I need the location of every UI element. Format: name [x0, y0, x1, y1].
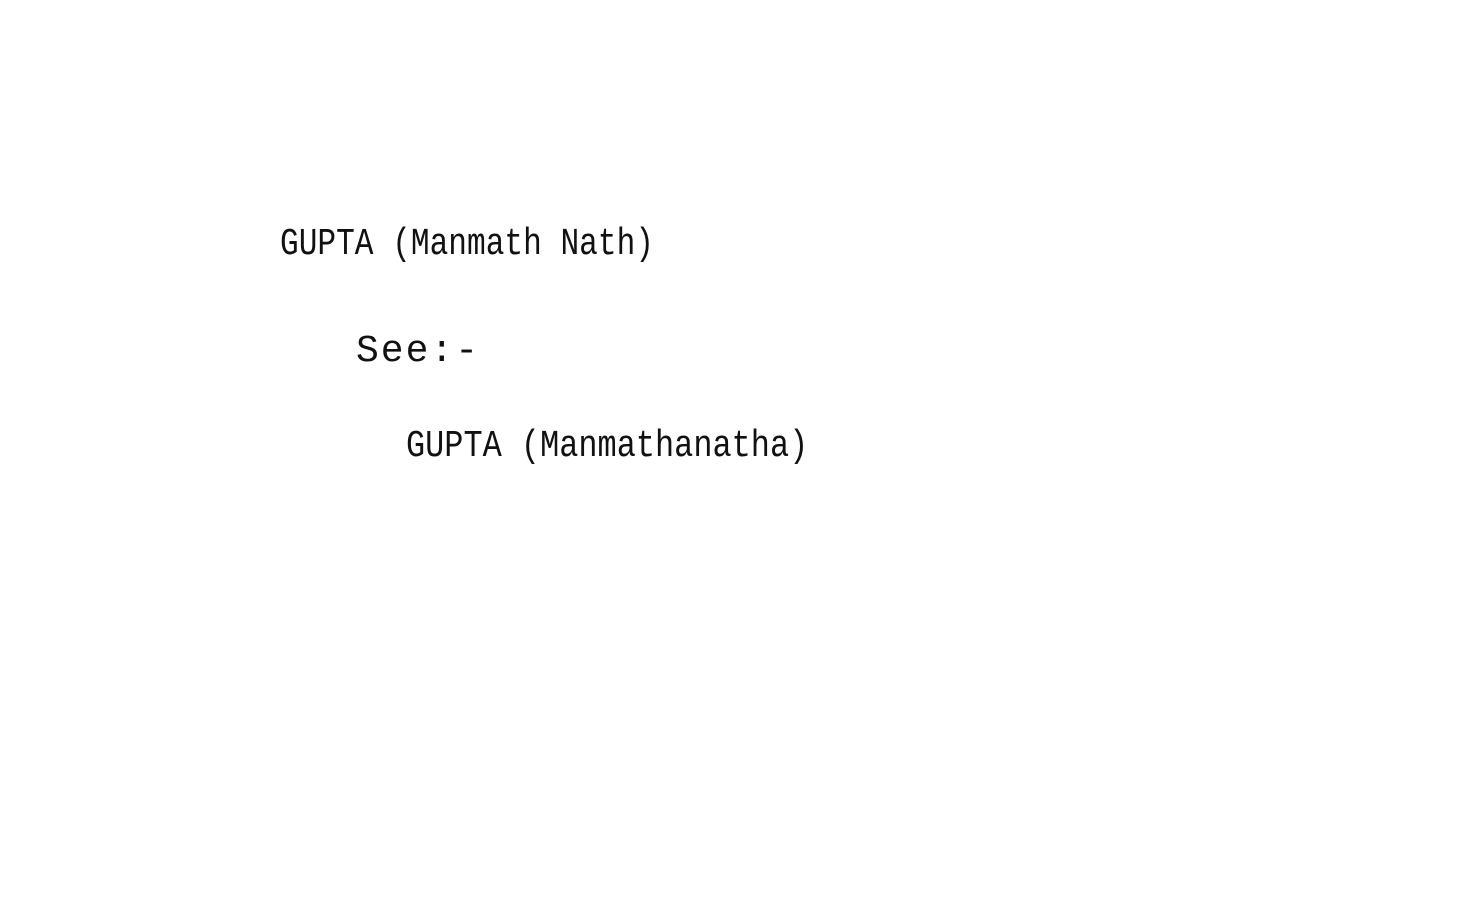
entry-heading: GUPTA (Manmath Nath) [280, 223, 654, 266]
see-reference-label: See:- [356, 330, 481, 373]
cross-reference-target: GUPTA (Manmathanatha) [406, 425, 809, 468]
